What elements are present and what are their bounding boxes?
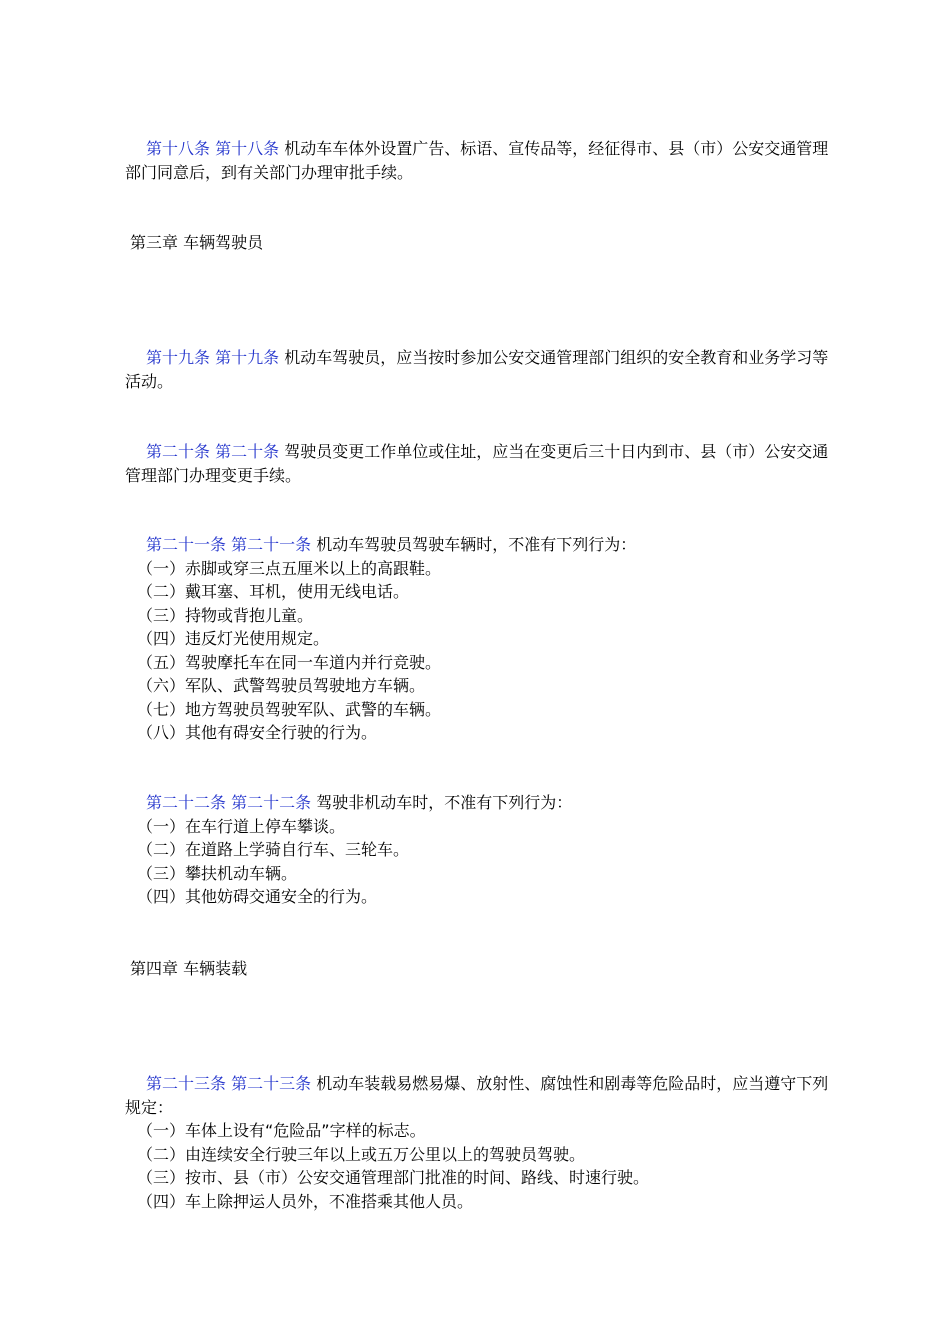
list-item: （一）车体上设有“危险品”字样的标志。 <box>137 1121 426 1140</box>
article-text: 驾驶非机动车时，不准有下列行为： <box>316 793 573 812</box>
article-number: 第十九条 <box>146 348 211 367</box>
article-number: 第十八条 <box>146 139 211 158</box>
article-21 <box>125 533 830 745</box>
article-number: 第二十三条 <box>231 1074 312 1093</box>
article-22 <box>125 791 830 909</box>
list-item: （五）驾驶摩托车在同一车道内并行竞驶。 <box>137 652 442 672</box>
list-item: （三）持物或背抱儿童。 <box>137 605 314 625</box>
article-text: 机动车车体外设置广告、标语、宣传品等，经征得市、县（市）公安交通管理部门同意后，到有关部门办理审批手续。 <box>125 139 829 182</box>
article-text: 机动车驾驶员驾驶车辆时，不准有下列行为： <box>316 535 637 554</box>
list-item: （二）在道路上学骑自行车、三轮车。 <box>137 840 410 859</box>
article-number: 第二十一条 <box>231 535 312 554</box>
article-paragraph <box>125 533 830 557</box>
article-number: 第十九条 <box>215 348 280 367</box>
article-paragraph <box>125 1072 830 1119</box>
article-text: 机动车装载易燃易爆、放射性、腐蚀性和剧毒等危险品时，应当遵守下列规定： <box>125 1074 829 1117</box>
list-item: （一）在车行道上停车攀谈。 <box>137 816 346 836</box>
article-paragraph <box>125 791 830 815</box>
article-text: 驾驶员变更工作单位或住址，应当在变更后三十日内到市、县（市）公安交通管理部门办理变更手续。 <box>125 442 829 485</box>
list-item: （四）车上除押运人员外，不准搭乘其他人员。 <box>137 1191 474 1211</box>
chapter-heading: 第四章 车辆装载 <box>130 959 248 978</box>
article-23 <box>125 1072 830 1213</box>
list-item: （二）由连续安全行驶三年以上或五万公里以上的驾驶员驾驶。 <box>137 1144 586 1164</box>
article-20 <box>125 440 830 487</box>
article-number: 第二十三条 <box>146 1074 227 1093</box>
article-paragraph <box>125 346 830 393</box>
list-item: （三）按市、县（市）公安交通管理部门批准的时间、路线、时速行驶。 <box>137 1168 650 1187</box>
article-text: 机动车驾驶员，应当按时参加公安交通管理部门组织的安全教育和业务学习等活动。 <box>125 348 829 391</box>
article-18 <box>125 137 830 184</box>
article-number: 第二十二条 <box>146 793 227 812</box>
article-paragraph <box>125 137 830 184</box>
article-number: 第二十二条 <box>231 793 312 812</box>
list-item: （二）戴耳塞、耳机，使用无线电话。 <box>137 582 410 601</box>
list-item: （八）其他有碍安全行驶的行为。 <box>137 723 378 742</box>
article-number: 第二十条 <box>146 442 211 461</box>
article-paragraph <box>125 440 830 487</box>
list-item: （四）违反灯光使用规定。 <box>137 629 330 648</box>
list-item: （一）赤脚或穿三点五厘米以上的高跟鞋。 <box>137 558 442 578</box>
list-item: （四）其他妨碍交通安全的行为。 <box>137 887 378 906</box>
article-number: 第二十一条 <box>146 535 227 554</box>
chapter-heading: 第三章 车辆驾驶员 <box>130 233 264 252</box>
list-item: （七）地方驾驶员驾驶军队、武警的车辆。 <box>137 699 442 719</box>
article-number: 第十八条 <box>215 139 280 158</box>
article-number: 第二十条 <box>215 442 280 461</box>
list-item: （六）军队、武警驾驶员驾驶地方车辆。 <box>137 676 426 695</box>
article-19 <box>125 346 830 393</box>
list-item: （三）攀扶机动车辆。 <box>137 863 298 883</box>
